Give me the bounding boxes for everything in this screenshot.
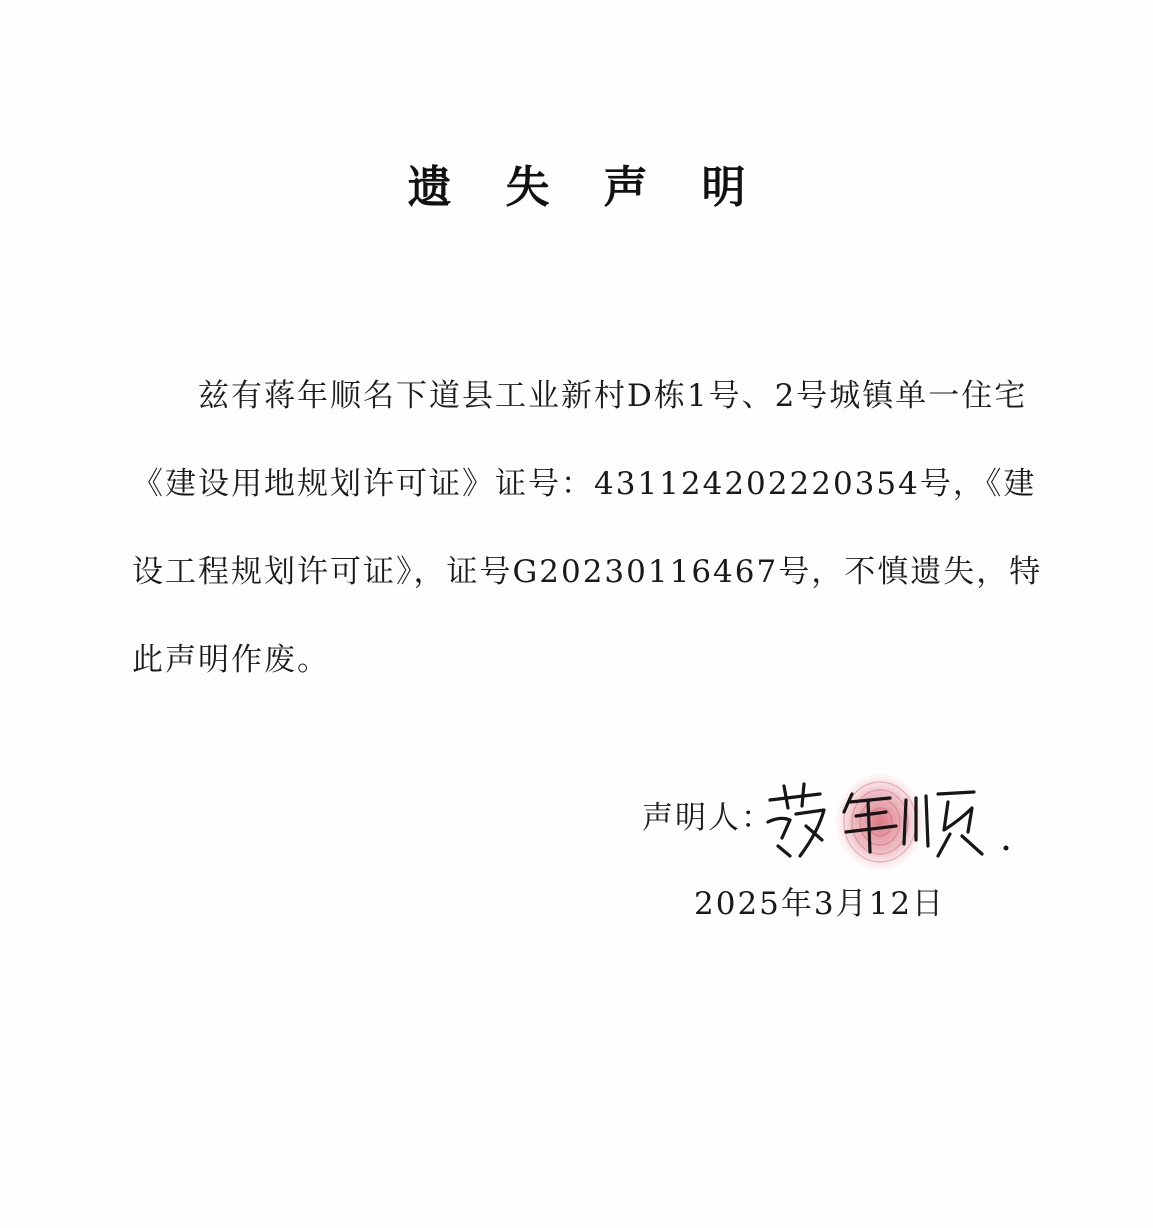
- declarant-label: 声明人：: [642, 800, 774, 836]
- body-paragraph: 兹有蒋年顺名下道县工业新村D栋1号、2号城镇单一住宅《建设用地规划许可证》证号：431124202220354号，《建设工程规划许可证》，证号G20230116467号，不慎遗失，特此声明作废。: [132, 378, 1043, 678]
- document-body: [132, 352, 1062, 704]
- document-title: 遗失声明: [407, 162, 800, 213]
- signature-dot: [1004, 846, 1009, 851]
- fingerprint-mark: [834, 772, 926, 870]
- signature-with-fingerprint: [760, 760, 1020, 870]
- document-date: 2025年3月12日: [694, 886, 946, 922]
- declarant-row: [642, 790, 1022, 850]
